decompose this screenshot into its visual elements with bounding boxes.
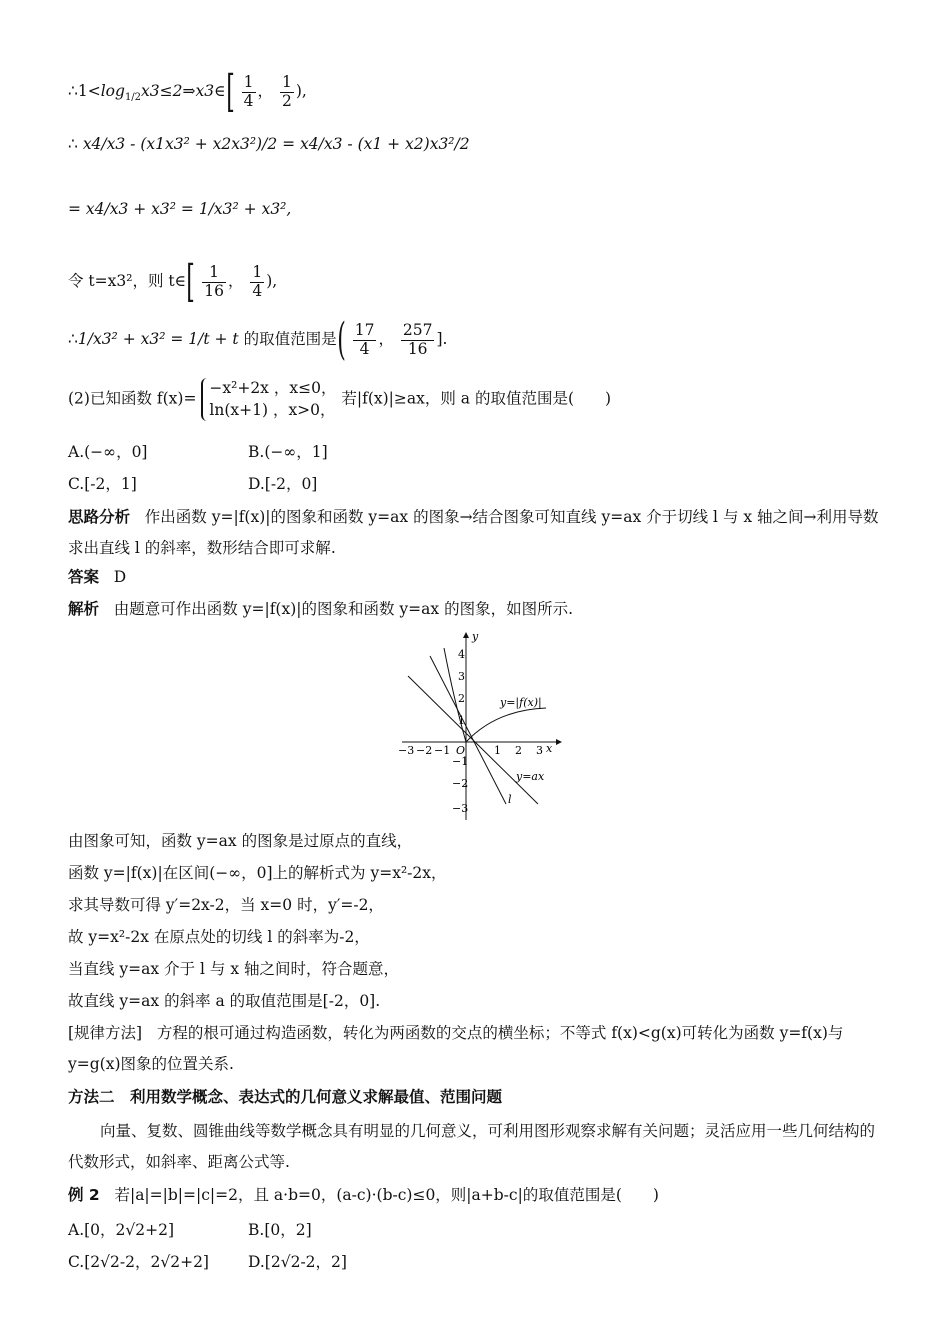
left-bracket: [ (225, 66, 235, 117)
solution-line (68, 600, 573, 619)
l1-prefix: ∴1< (68, 82, 101, 100)
y-axis-label: y (472, 630, 479, 643)
example-option-b: B.[0，2] (248, 1221, 312, 1239)
x-tick: −2 (416, 744, 433, 757)
l2-prefix: ∴ (68, 135, 78, 153)
y-tick: −1 (452, 755, 469, 768)
rule-label: [规律方法] (68, 1024, 143, 1042)
case-1: −x²+2x ，x≤0， (209, 379, 337, 397)
step-3: 求其导数可得 y′=2x-2，当 x=0 时，y′=-2， (68, 896, 384, 914)
l1-end: ), (295, 82, 307, 100)
case-2: ln(x+1) ，x>0， (209, 400, 336, 419)
analysis-label: 思路分析 (68, 508, 131, 526)
example-2-label: 例 2 (68, 1186, 100, 1204)
question-2 (68, 378, 611, 421)
answer-label: 答案 (68, 568, 100, 586)
example-option-d: D.[2√2-2，2] (248, 1253, 347, 1271)
l5-end: ]. (436, 330, 448, 348)
fraction: $\frac{1}{16}$ (204, 262, 224, 300)
example-option-a: A.[0，2√2+2] (68, 1221, 175, 1239)
method-2-intro: 向量、复数、圆锥曲线等数学概念具有明显的几何意义，可利用图形观察求解有关问题；灵活应用一些几何结构的代数形式，如斜率、距离公式等. (68, 1122, 876, 1171)
fraction: $\frac{1}{4}$ (243, 72, 254, 110)
x-axis-label: x (546, 742, 553, 755)
y-axis-arrow (463, 632, 469, 638)
l1-logsub: 1/2 (124, 92, 142, 104)
y-tick: −2 (452, 777, 469, 790)
line-expression: ∴ x4/x3 - (x1x3² + x2x3²)/2 = x4/x3 - (x1 + x2)x3²/2 (68, 135, 470, 153)
option-d: D.[-2，0] (248, 475, 318, 493)
step-4: 故 y=x²-2x 在原点处的切线 l 的斜率为-2， (68, 928, 370, 946)
analysis-paragraph (68, 502, 880, 564)
l4-end: ), (266, 272, 278, 290)
origin-label: O (456, 744, 466, 757)
rule-text: 方程的根可通过构造函数，转化为两函数的交点的横坐标；不等式 f(x)<g(x)可转化为函数 y=f(x)与 y=g(x)图象的位置关系. (68, 1024, 844, 1073)
y-tick: −3 (452, 802, 469, 815)
line-log-range: $\therefore 1<\log_{1/2}x3\le 2\Rightarrow x3\in$[ $\frac{1}{4}$ ， $\frac{1}{2}$ ), (68, 66, 307, 117)
example-2 (68, 1186, 659, 1205)
answer-line (68, 568, 126, 587)
fraction: $\frac{1}{4}$ (252, 262, 263, 300)
option-c: C.[-2，1] (68, 475, 137, 493)
step-1: 由图象可知，函数 y=ax 的图象是过原点的直线， (68, 832, 413, 850)
fraction: $\frac{257}{16}$ (402, 320, 433, 358)
label-y-ax: y=ax (516, 770, 545, 783)
analysis-text: 作出函数 y=|f(x)|的图象和函数 y=ax 的图象→结合图象可知直线 y=ax 介于切线 l 与 x 轴之间→利用导数求出直线 l 的斜率，数形结合即可求解. (68, 508, 879, 557)
line-substitution: 令 t=x3²，则 t∈[ $\frac{1}{16}$ ， $\frac{1}{4}$ ), (68, 256, 278, 307)
step-6: 故直线 y=ax 的斜率 a 的取值范围是[-2，0]. (68, 992, 381, 1010)
l4-text: 令 t=x3²，则 t∈ (68, 272, 187, 290)
x-axis-arrow (556, 739, 562, 745)
answer-value: D (113, 568, 127, 586)
example-2-text: 若|a|=|b|=|c|=2，且 a·b=0，(a-c)·(b-c)≤0，则|a+b-c|的取值范围是( ) (114, 1186, 659, 1204)
l5-expr: 1/x3² + x3² = 1/t + t (77, 330, 239, 348)
y-tick: 1 (458, 714, 465, 727)
abs-f-right-branch (466, 708, 546, 742)
q2-ask: 若|f(x)|≥ax，则 a 的取值范围是( ) (341, 389, 612, 408)
l2-expr-a: x4/x3 - (x1x3² + x2x3²)/2 (82, 135, 278, 153)
y-tick: 4 (458, 648, 465, 661)
example-option-c: C.[2√2-2，2√2+2] (68, 1253, 209, 1271)
rule-paragraph (68, 1018, 880, 1080)
solution-label: 解析 (68, 600, 100, 618)
l1-mid: x3≤2⇒x3∈ (141, 82, 226, 100)
l1-log: log (100, 82, 125, 100)
fraction: $\frac{1}{2}$ (281, 72, 292, 110)
x-tick: −3 (398, 744, 415, 757)
step-2: 函数 y=|f(x)|在区间(−∞，0]上的解析式为 y=x²-2x， (68, 864, 447, 882)
x-tick: 2 (515, 744, 522, 757)
solution-text: 由题意可作出函数 y=|f(x)|的图象和函数 y=ax 的图象，如图所示. (113, 600, 573, 618)
y-tick: 3 (458, 670, 465, 683)
function-graph (396, 630, 566, 822)
step-5: 当直线 y=ax 介于 l 与 x 轴之间时，符合题意， (68, 960, 399, 978)
piecewise-cases (201, 378, 336, 421)
y-tick: 2 (458, 692, 465, 705)
l5-text: 的取值范围是 (238, 330, 337, 348)
option-b: B.(−∞，1] (248, 443, 328, 461)
q2-stem: (2)已知函数 f(x)= (68, 389, 197, 408)
label-abs-f: y=|f(x)| (500, 696, 542, 709)
x-tick: 1 (494, 744, 501, 757)
fraction: $\frac{17}{4}$ (354, 320, 375, 358)
option-a: A.(−∞，0] (68, 443, 148, 461)
line-range-result: ∴1/x3² + x3² = 1/t + t 的取值范围是( $\frac{17}{4}$ ， $\frac{257}{16}$ ]. (68, 314, 448, 365)
x-tick: 3 (536, 744, 543, 757)
method-2-title: 方法二 利用数学概念、表达式的几何意义求解最值、范围问题 (68, 1088, 503, 1106)
line-simplify: = x4/x3 + x3² = 1/x3² + x3², (68, 200, 292, 218)
label-l: l (508, 793, 512, 806)
x-tick: −1 (434, 744, 451, 757)
l2-expr-b: x4/x3 - (x1 + x2)x3²/2 (300, 135, 470, 153)
